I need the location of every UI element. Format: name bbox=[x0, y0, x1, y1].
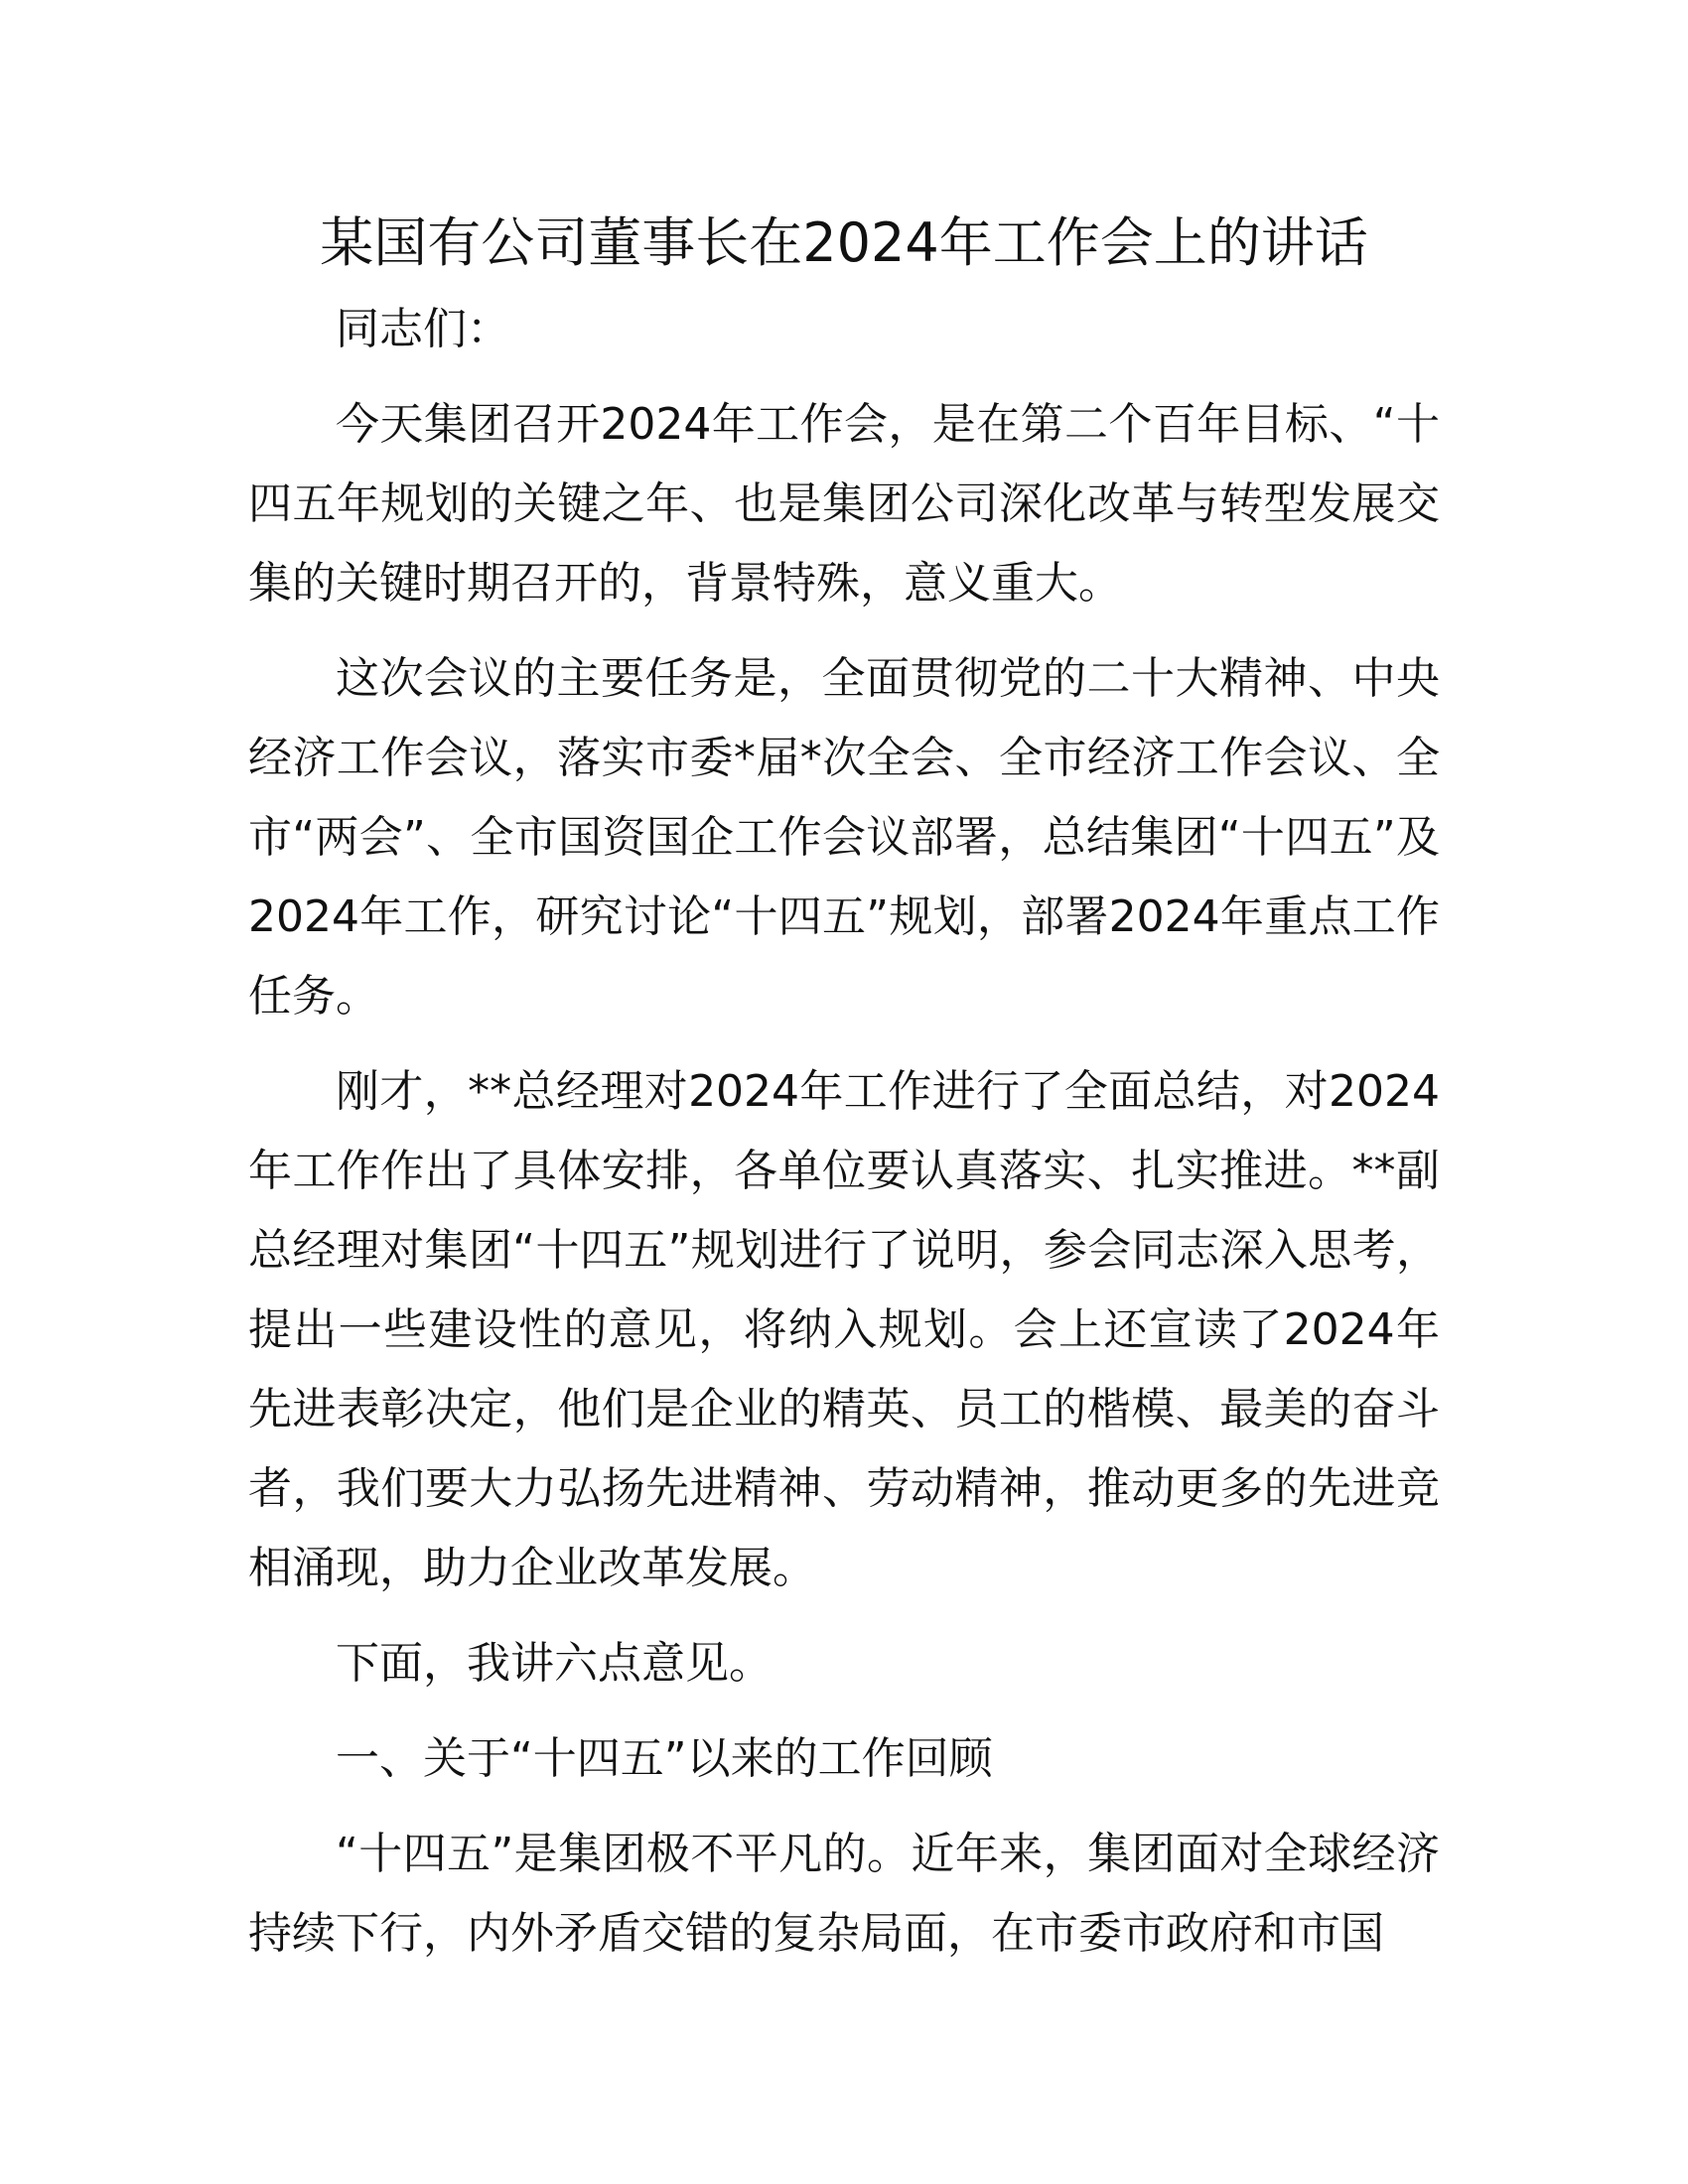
paragraph-meeting-tasks: 这次会议的主要任务是，全面贯彻党的二十大精神、中央经济工作会议，落实市委*届*次全会、全市经济工作会议、全市“两会”、全市国资国企工作会议部署，总结集团“十四五”及2024年工作，研究讨论“十四五”规划，部署2024年重点工作任务。 bbox=[248, 653, 1440, 1022]
paragraph-review: “十四五”是集团极不平凡的。近年来，集团面对全球经济持续下行，内外矛盾交错的复杂局面，在市委市政府和市国 bbox=[248, 1829, 1440, 1959]
document-page bbox=[248, 199, 1440, 1974]
paragraph-summary: 刚才，**总经理对2024年工作进行了全面总结，对2024年工作作出了具体安排，各单位要认真落实、扎实推进。**副总经理对集团“十四五”规划进行了说明，参会同志深入思考，提出一些建设性的意见，将纳入规划。会上还宣读了2024年先进表彰决定，他们是企业的精英、员工的楷模、最美的奋斗者，我们要大力弘扬先进精神、劳动精神，推动更多的先进竞相涌现，助力企业改革发展。 bbox=[248, 1066, 1440, 1593]
section-heading-review: 一、关于“十四五”以来的工作回顾 bbox=[336, 1733, 993, 1784]
paragraph-six-points: 下面，我讲六点意见。 bbox=[336, 1638, 773, 1689]
document-title: 某国有公司董事长在2024年工作会上的讲话 bbox=[320, 211, 1368, 274]
greeting: 同志们： bbox=[336, 304, 510, 354]
paragraph-opening: 今天集团召开2024年工作会，是在第二个百年目标、“十四五年规划的关键之年、也是集团公司深化改革与转型发展交集的关键时期召开的，背景特殊，意义重大。 bbox=[248, 399, 1440, 609]
